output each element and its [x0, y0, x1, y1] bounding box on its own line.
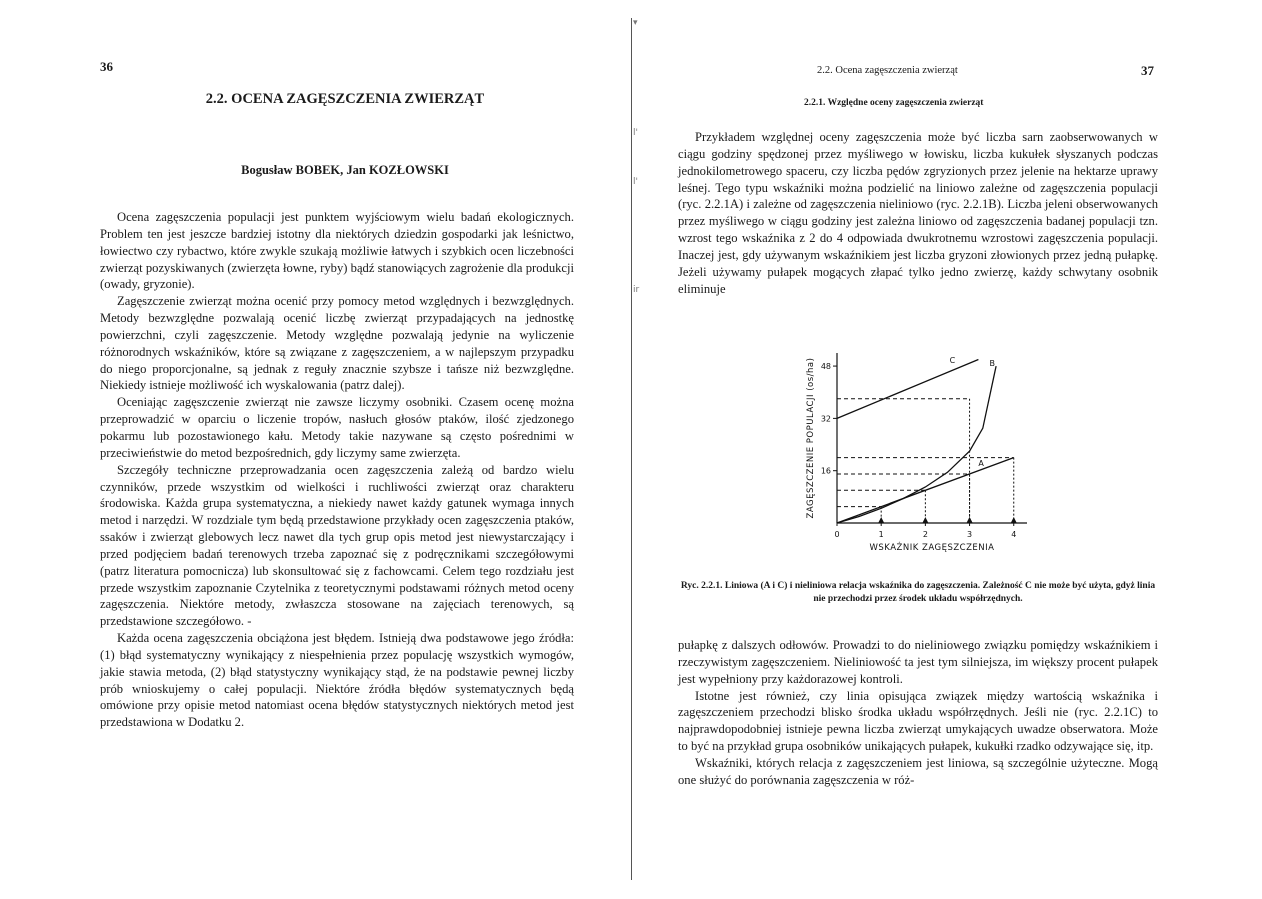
tick-arrow-marker [922, 517, 928, 523]
gutter-mark: l' [633, 177, 638, 187]
paragraph: Wskaźniki, których relacja z zagęszczeniem jest liniowa, są szczególnie użyteczne. Mogą one służyć do porównania zagęszczenia w róż- [678, 755, 1158, 787]
x-tick-label: 4 [1011, 530, 1017, 539]
series-label-a: A [978, 458, 984, 468]
subsection-title: 2.2.1. Względne oceny zagęszczenia zwierząt [804, 98, 984, 108]
chapter-title: 2.2. OCENA ZAGĘSZCZENIA ZWIERZĄT [205, 91, 485, 107]
x-tick-label: 3 [967, 530, 973, 539]
y-axis-label: ZAGĘSZCZENIE POPULACJI (os/ha) [806, 357, 816, 519]
x-tick-label: 2 [922, 530, 928, 539]
paragraph-continued: pułapkę z dalszych odłowów. Prowadzi to do nieliniowego związku pomiędzy wskaźnikiem i rzeczywistym zagęszczeniem. Nieliniowość ta jest tym silniejsza, im większy procent pułapek jest wypełniony przy każdorazowej kontroli. [678, 638, 1158, 686]
series-label-c: C [949, 355, 956, 365]
gutter-mark: ir [633, 285, 640, 295]
x-tick-label: 1 [878, 530, 884, 539]
series-line-c [837, 360, 978, 419]
x-axis-label: WSKAŹNIK ZAGĘSZCZENIA [869, 543, 995, 553]
series-label-b: B [989, 359, 995, 369]
figure-chart [799, 338, 1039, 568]
gutter-mark: l' [633, 128, 638, 138]
series-line-a [837, 458, 1014, 523]
tick-arrow-marker [878, 517, 884, 523]
gutter-mark: ▾ [633, 18, 638, 28]
figure-caption: Ryc. 2.2.1. Liniowa (A i C) i nieliniowa relacja wskaźnika do zagęszczenia. Zależność C nie może być użyta, gdyż linia nie przechodzi przez środek układu współrzędnych. [680, 581, 1156, 604]
paragraph: Zagęszczenie zwierząt można ocenić przy pomocy metod względnych i bezwzględnych. Metody bezwzględne pozwalają ocenić liczbę zwierząt przypadających na jednostkę powierzchni, czyli zagęszczenie. Metody względne pozwalają jedynie na wyliczenie różnorodnych wskaźników, które są związane z zagęszczeniem, a w najlepszym przypadku do niego proporcjonalne, są jednak z reguły znacznie szybsze i tańsze niż bezwzględne. Niekiedy istnieje możliwość ich wyskalowania (patrz dalej). [100, 294, 574, 393]
paragraph: Szczegóły techniczne przeprowadzania ocen zagęszczenia zależą od bardzo wielu czynników, przede wszystkim od wielkości i ruchliwości zwierząt oraz charakteru środowiska. Każda grupa systematyczna, a niekiedy nawet każdy gatunek wymaga innych metod i narzędzi. W rozdziale tym będą przedstawione przykłady ocen zagęszczenia ptaków, ssaków i zwierząt glebowych lecz nawet dla tych grup opis metod jest niewystarczający i przed podjęciem badań terenowych trzeba zapoznać się z podręcznikami szczegółowymi (patrz literatura pomocnicza) lub skonsultować się z fachowcami. Celem tego rozdziału jest przede wszystkim zapoznanie Czytelnika z teoretycznymi podstawami różnych metod oceny zagęszczenia. Niektóre metody, zwłaszcza stosowane na zajęciach terenowych, są przedstawione szczegółowo. - [100, 462, 574, 629]
paragraph: Ocena zagęszczenia populacji jest punktem wyjściowym wielu badań ekologicznych. Problem ten jest jeszcze bardziej istotny dla niektórych dziedzin gospodarki jak leśnictwo, łowiectwo czy rybactwo, które zwykle szukają możliwie łatwych i szybkich ocen liczebności zwierząt pozyskiwanych (zwierzęta łowne, ryby) bądź stanowiących zagrożenie dla produkcji (owady, gryzonie). [100, 210, 574, 292]
authors: Bogusław BOBEK, Jan KOZŁOWSKI [241, 163, 449, 177]
y-tick-label: 32 [820, 414, 831, 424]
right-body-text-bottom [678, 637, 1158, 789]
right-body-text-top [678, 129, 1158, 297]
x-tick-label: 0 [834, 530, 840, 539]
paragraph: Przykładem względnej oceny zagęszczenia może być liczba sarn zaobserwowanych w ciągu godziny spędzonej przez myśliwego w łowisku, liczba kukułek słyszanych podczas jednokilometrowego spaceru, czy liczba pędów zgryzionych przez jelenie na hektarze uprawy leśnej. Tego typu wskaźniki można podzielić na liniowo zależne od zagęszczenia populacji (ryc. 2.2.1A) i zależne od zagęszczenia nieliniowo (ryc. 2.2.1B). Liczba jeleni obserwowanych przez myśliwego w ciągu godziny jest zależna liniowo od zagęszczenia badanej populacji tzn. wzrost tego wskaźnika z 2 do 4 odpowiada dwukrotnemu wzrostowi zagęszczenia populacji. Inaczej jest, gdy używanym wskaźnikiem jest liczba gryzoni złowionych przez jedną pułapkę. Jeżeli używamy pułapek mogących złapać tylko jedno zwierzę, każdy schwytany osobnik eliminuje [678, 130, 1158, 296]
y-tick-label: 16 [820, 466, 831, 476]
paragraph: Każda ocena zagęszczenia obciążona jest błędem. Istnieją dwa podstawowe jego źródła: (1) błąd systematyczny wynikający z niespełnienia przez populację wszystkich wymogów, jakie stawia metoda, (2) błąd statystyczny wynikający stąd, że na podstawie pewnej liczby prób wnioskujemy o całej populacji. Niektóre źródła błędów systematycznych będą omówione przy opisie metod natomiast ocena błędów statystycznych niektórych metod jest przedstawiona w Dodatku 2. [100, 631, 574, 730]
chart-svg [799, 338, 1039, 568]
tick-arrow-marker [1011, 517, 1017, 523]
left-body-text [100, 209, 574, 731]
paragraph: Istotne jest również, czy linia opisująca związek między wartością wskaźnika i zagęszczeniem przechodzi blisko środka układu współrzędnych. Jeśli nie (ryc. 2.2.1C) to najprawdopodobniej istnieje pewna liczba zwierząt umykających uwadze obserwatora. Może to być na przykład grupa osobników unikających pułapek, kukułki rzadko odzywające się, itp. [678, 688, 1158, 754]
running-head: 2.2. Ocena zagęszczenia zwierząt [817, 65, 958, 76]
right-page [631, 0, 1262, 899]
series-line-b [837, 366, 996, 523]
tick-arrow-marker [967, 517, 973, 523]
paragraph: Oceniając zagęszczenie zwierząt nie zawsze liczymy osobniki. Czasem ocenę można przeprowadzić w oparciu o liczenie tropów, nasłuch głosów ptaków, ilość zjedzonego pokarmu lub pozostawionego kału. Metody takie nazywane są często pośrednimi w przeciwieństwie do metod bezpośrednich, gdy liczymy same zwierzęta. [100, 395, 574, 460]
page-number-right: 37 [1141, 63, 1154, 78]
page-number-left: 36 [100, 59, 113, 74]
y-tick-label: 48 [820, 362, 831, 372]
